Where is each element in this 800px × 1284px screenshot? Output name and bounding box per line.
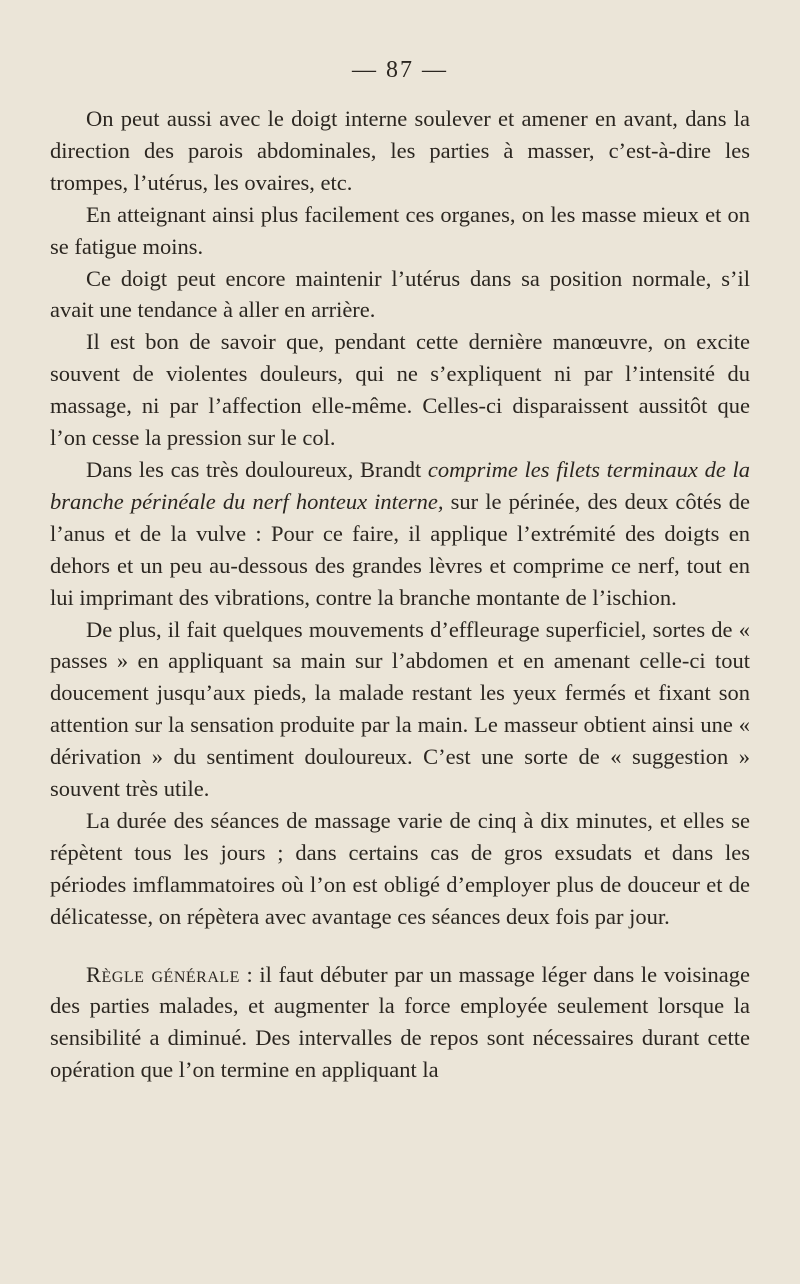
brandt-italic-phrase: comprime les filets terminaux de la branche périnéale du nerf honteux interne, [50,456,750,514]
paragraph-2: En atteignant ainsi plus facilement ces organes, on les masse mieux et on se fatigue moins. [50,201,750,259]
section-gap [50,933,750,959]
paragraph-rule [50,959,750,1087]
brandt-text-before: Dans les cas très douloureux, Brandt [86,456,428,482]
brandt-text-after: sur le périnée, des deux côtés de l’anus et de la vulve : Pour ce faire, il applique l’extrémité des doigts en dehors et un peu au-dessous des grandes lèvres et comprime ce nerf, tout en lui imprimant des vibrations, contre la branche montante de l’ischion. [50,488,750,610]
rule-heading: Règle générale [86,961,240,987]
paragraph-7: La durée des séances de massage varie de cinq à dix minutes, et elles se répètent tous les jours ; dans certains cas de gros exsudats et dans les périodes imflammatoires où l’on est obligé d’employer plus de douceur et de délicatesse, on répètera avec avantage ces séances deux fois par jour. [50,807,750,929]
rule-text: : il faut débuter par un massage léger dans le voisinage des parties malades, et augmenter la force employée seulement lorsque la sensibilité a diminué. Des intervalles de repos sont nécessaires durant cette opération que l’on termine en appliquant la [50,961,751,1083]
paragraph-1: On peut aussi avec le doigt interne soulever et amener en avant, dans la direction des parois abdominales, les parties à masser, c’est-à-dire les trompes, l’utérus, les ovaires, etc. [50,106,750,195]
paragraph-3: Ce doigt peut encore maintenir l’utérus dans sa position normale, s’il avait une tendance à aller en arrière. [50,265,750,323]
paragraph-brandt [50,454,750,614]
page-number: — 87 — [352,57,448,83]
paragraph-6: De plus, il fait quelques mouvements d’effleurage superficiel, sortes de « passes » en appliquant sa main sur l’abdomen et en amenant celle-ci tout doucement jusqu’aux pieds, la malade restant les yeux fermés et fixant son attention sur la sensation produite par la main. Le masseur obtient ainsi une « dérivation » du sentiment douloureux. C’est une sorte de « suggestion » souvent très utile. [50,616,750,802]
paragraph-4: Il est bon de savoir que, pendant cette dernière manœuvre, on excite souvent de violentes douleurs, qui ne s’expliquent ni par l’intensité du massage, ni par l’affection elle-même. Celles-ci disparaissent aussitôt que l’on cesse la pression sur le col. [50,329,750,451]
